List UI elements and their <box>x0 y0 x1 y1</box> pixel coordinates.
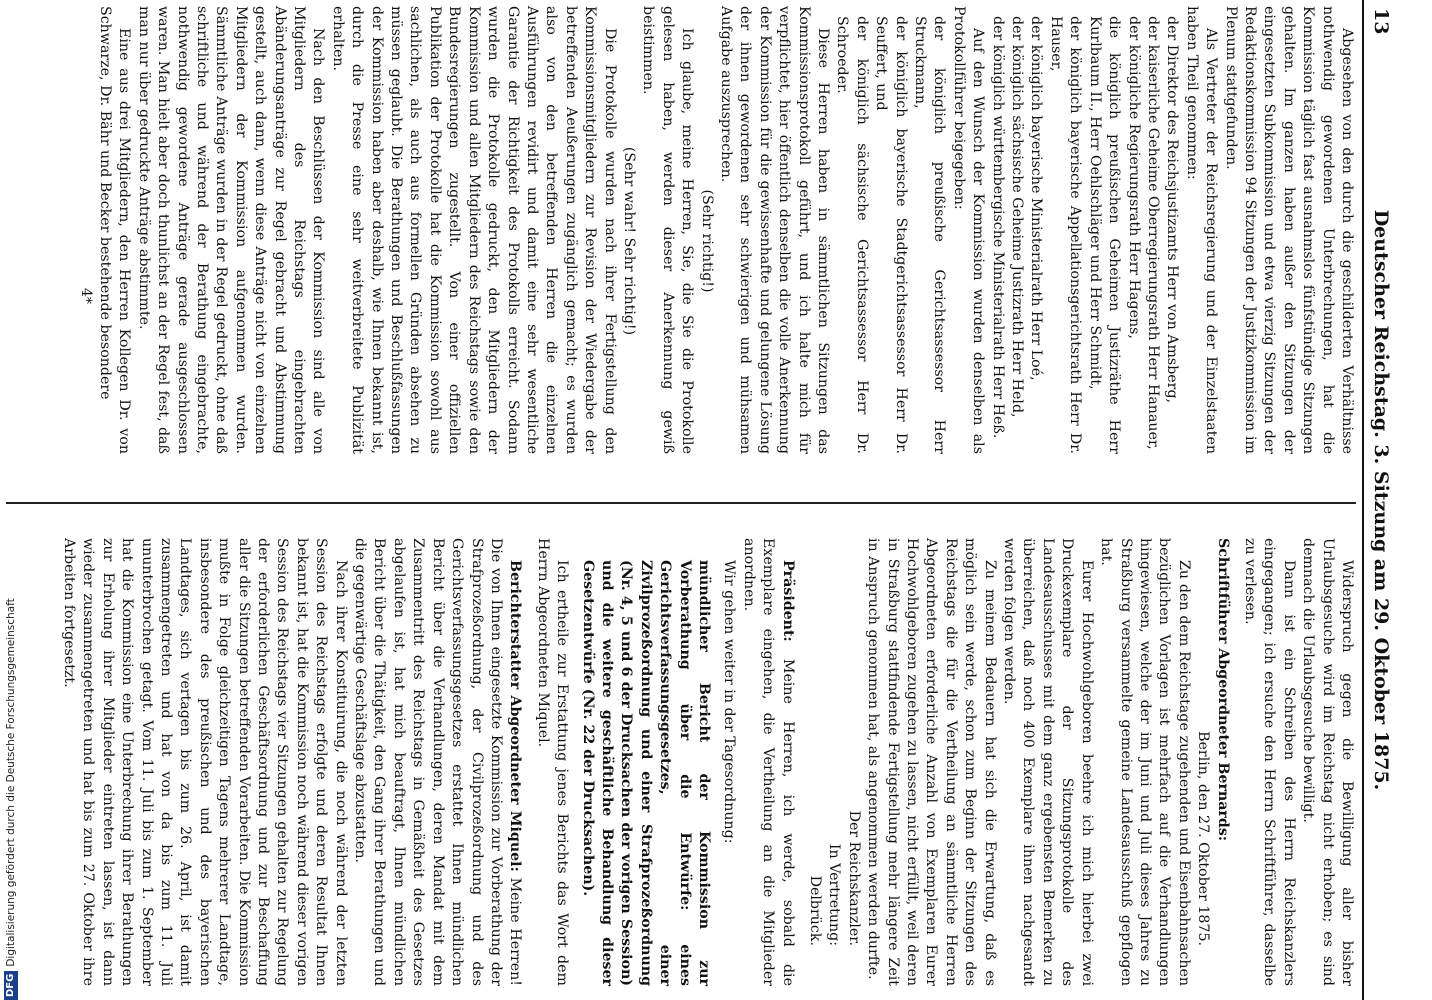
list-item: die königlich preußischen Geheimen Justizräthe Herr Kurlbaum II., Herr Oehlschläger und Herr Schmidt, <box>1086 16 1123 454</box>
signature-line: Der Reichskanzler. <box>845 810 862 946</box>
page-number: 13 <box>1370 8 1392 35</box>
list-item: der kaiserliche Geheime Oberregierungsrath Herr Hanauer, <box>1144 16 1161 450</box>
list-item: der königlich bayerische Stadtgerichtsassessor Herr Dr. Seuffert, und <box>873 16 909 454</box>
signature-line: In Vertretung: <box>826 843 843 946</box>
paragraph: Nach den Beschlüssen der Kommission sind alle von Mitgliedern des Reichstags eingebrachten Abänderungsanträge zur Regel gebracht und Abstimmung gestellt, auch dann, wenn diese Anträge nicht von einzelnen Mitgliedern der Kommission aufgenommen wurden. Sämmtliche Anträge wurden in der Regel gedruckt, ohne daß schriftliche und während der Berathung eingebrachte, nothwendig gewordene Anträge gerade ausgeschlossen waren. Man hielt aber doch thunlichst an der Regel fest, daß man nur über gedruckte Anträge abstimmte. <box>135 6 327 454</box>
paragraph: Eurer Hochwohlgeboren beehre ich mich hierbei zwei Druckexemplare der Sitzungsprotokolle des Landesausschusses mit dem ganz ergebensten Bemerken zu überreichen, daß noch 400 Exemplare ihnen nachgesandt werden folgen werden. <box>1001 538 1095 986</box>
paragraph: Eine aus drei Mitgliedern, den Herren Kollegen Dr. von Schwarze, Dr. Bähr und Becker bestehende besondere <box>97 6 133 454</box>
list-item: der Direktor des Reichsjustizamts Herr von Amsberg, <box>1164 16 1181 404</box>
right-column <box>75 6 1356 454</box>
paragraph: Zu meinem Bedauern hat sich die Erwartung, daß es möglich sein werde, schon zum Beginn der Sitzungen des Reichstags die für die Vertheilung an sämmtliche Herren Abgeordneten erforderliche Anzahl von Exemplaren Eurer Hochwohlgeboren zugehen zu lassen, nicht erfüllt, weil deren in Straßburg stattfindende Fertigstellung mehr längere Zeit in Anspruch genommen hat, als angenommen werden durfte. <box>865 538 998 986</box>
speaker-paragraph <box>350 538 525 986</box>
agenda-item: mündlicher Bericht der Kommission zur Vorberathung über die Entwürfe: eines Gerichtsverfassungsgesetzes, einer Zivilprozeßordnung und einer Strafprozeßordnung (Nr. 4, 5 und 6 der Drucksachen der vorigen Session) und die weitere geschäftliche Behandlung dieser Gesetzentwürfe (Nr. 22 der Drucksachen). <box>579 560 712 986</box>
list-item: der königliche Regierungsrath Herr Hagens, <box>1125 16 1142 339</box>
paragraph: Abgesehen von den durch die geschilderten Verhältnisse nothwendig gewordenen Unterbrechungen, hat die Kommission täglich fast ausnahmslos fünfstündige Sitzungen gehalten. Im ganzen haben außer den Sitzungen der eingesetzten Subkommission und etwa vierzig Sitzungen der Redaktionskommission 94 Sitzungen der Justizkommission im Plenum stattgefunden. <box>1222 6 1355 454</box>
credit-text: Digitalisierung gefördert durch die Deutsche Forschungsgemeinschaft <box>5 598 17 967</box>
speaker-label: Präsident: <box>779 560 796 642</box>
speaker-label: Schriftführer Abgeordneter Bernards: <box>1214 538 1231 842</box>
running-head-title: Deutscher Reichstag. 3. Sitzung am 29. Oktober 1875. <box>1370 209 1392 791</box>
paragraph: Ich ertheile zur Erstattung jenes Berichts das Wort dem Herrn Abgeordneten Miquel. <box>534 538 571 986</box>
column-divider <box>6 502 1356 504</box>
paragraph: Diese Herren haben in sämmtlichen Sitzungen das Kommissionsprotokoll geführt, und ich halte mich für verpflichtet, hier öffentlich denselben die volle Anerkennung der Kommission für die gewissenhafte und gelungene Lösung der ihnen gewordenen sehr schwierigen und mühsamen Aufgabe auszusprechen. <box>718 6 832 454</box>
speaker-paragraph <box>738 538 796 986</box>
signature-mark: 4* <box>77 287 94 304</box>
paragraph: Widerspruch gegen die Bewilligung aller bisher Urlaubsgesuche wird im Reichstag nicht erhoben; es sind demnach die Urlaubsgesuche bewilligt. <box>1300 538 1355 986</box>
paragraph: Ich glaube, meine Herren, Sie, die Sie die Protokolle gelesen haben, werden dieser Anerkennung gewiß beistimmen. <box>640 6 696 454</box>
paragraph: Als Vertreter der Reichsregierung und der Einzelstaaten haben Theil genommen: <box>1183 6 1220 454</box>
speech-text: Meine Herren! Die von Ihnen eingesetzte Kommission zur Vorberathung der Strafprozeßordnung, der Civilprozeßordnung und des Gerichtsverfassungsgesetzes erstattet Ihnen mündlichen Bericht über die Verhandlungen, deren Mandat mit dem Zusammentritt des Reichstags in Gemäßheit des Gesetzes abgelaufen ist, hat mich beauftragt, Ihnen mündlichen Bericht über die Thätigkeit, den Gang ihrer Berathungen und die gegenwärtige Geschäftslage abzustatten. <box>352 538 524 986</box>
dateline: Berlin, den 27. Oktober 1875. <box>1195 731 1212 946</box>
left-column <box>59 538 1356 986</box>
reaction: (Sehr wahr! Sehr richtig!) <box>620 146 637 336</box>
signature-line: Delbrück. <box>807 875 824 946</box>
running-head <box>1360 0 1400 1000</box>
paragraph: Auf den Wunsch der Kommission wurden denselben als Protokollführer beigegeben: <box>950 6 987 454</box>
digitization-credit <box>2 580 20 1000</box>
paragraph: Wir gehen weiter in der Tagesordnung: <box>721 560 738 844</box>
clerks-list <box>832 16 948 454</box>
dfg-logo: DFG <box>4 971 18 1000</box>
list-item: der königlich bayerische Appellationsgerichtsrath Herr Dr. Hauser, <box>1047 16 1084 454</box>
list-item: der königlich sächsische Geheime Justizrath Herr Held, <box>1009 16 1026 418</box>
list-item: der königlich württembergische Ministerialrath Herr Heß. <box>989 16 1006 439</box>
list-item: der königlich bayerische Ministerialrath Herr Loé, <box>1028 16 1045 381</box>
reaction: (Sehr richtig!) <box>698 189 715 293</box>
header-rule <box>1362 0 1364 1000</box>
representatives-list <box>987 16 1181 454</box>
paragraph: Die Protokolle wurden nach ihrer Fertigstellung den Kommissionsmitgliedern zur Revision der Wiedergabe der betreffenden Aeußerungen zugänglich gemacht; es wurden also von den betreffenden Herren die einzelnen Ausführungen revidirt und damit eine sehr wesentliche Garantie der Richtigkeit des Protokolls erreicht. Sodann wurden die Protokolle gedruckt, den Mitgliedern der Kommission und allen Mitgliedern des Reichstags sowie den Bundesregierungen zugestellt. Von einer offiziellen Publikation der Protokolle hat die Kommission sowohl aus sachlichen, als auch aus formellen Gründen absehen zu müssen geglaubt. Die Berathungen und Beschlußfassungen der Kommission haben aber deshalb, wie Ihnen bekannt ist, durch die Presse eine sehr weitverbreitete Publizität erhalten. <box>329 6 618 454</box>
paragraph: Zu den dem Reichstage zugehenden und Eisenbahnsachen bezüglichen Vorlagen ist mehrfach auf die Verhandlungen hingewiesen, welche der im Juni und Juli dieses Jahres zu Straßburg versammelte gemeine Landesausschuß gepflogen hat. <box>1098 538 1192 986</box>
paragraph: Nach ihrer Konstituirung, die noch während der letzten Session des Reichstags erfolgte und deren Resultat Ihnen bekannt ist, hat die Kommission noch während dieser vorigen Session des Reichstags vier Sitzungen gehalten zur Regelung der erforderlichen Geschäftsordnung und zur Beschaffung aller die Sitzungen betreffenden Vorarbeiten. Die Kommission mußte in Folge gleichzeitigen Tagens mehrerer Landtage, insbesondere des preußischen und des bayerischen Landtages, sich vertagen bis zum 26. April, ist damit zusammengetreten und hat von da bis zum 11. Juli ununterbrochen getagt. Vom 11. Juli bis zum 1. September hat die Kommission eine Unterbrechung ihrer Berathungen zur Erholung ihrer Mitglieder eintreten lassen, ist dann wieder zusammengetreten und hat bis zum 27. Oktober ihre Arbeiten fortgesetzt. <box>61 538 349 986</box>
paragraph: Dann ist ein Schreiben des Herrn Reichskanzlers eingegangen; ich ersuche den Herrn Schriftführer, dasselbe zu verlesen. <box>1241 538 1297 986</box>
speaker-label: Berichterstatter Abgeordneter Miquel: <box>507 560 524 872</box>
list-item: der königlich sächsische Gerichtsassessor Herr Dr. Schroeder. <box>834 16 870 454</box>
speech-text: Meine Herren, ich werde, sobald die Exemplare eingehen, die Vertheilung an die Mitglieder anordnen. <box>740 538 796 986</box>
list-item: der königlich preußische Gerichtsassessor Herr Struckmann, <box>912 16 948 454</box>
